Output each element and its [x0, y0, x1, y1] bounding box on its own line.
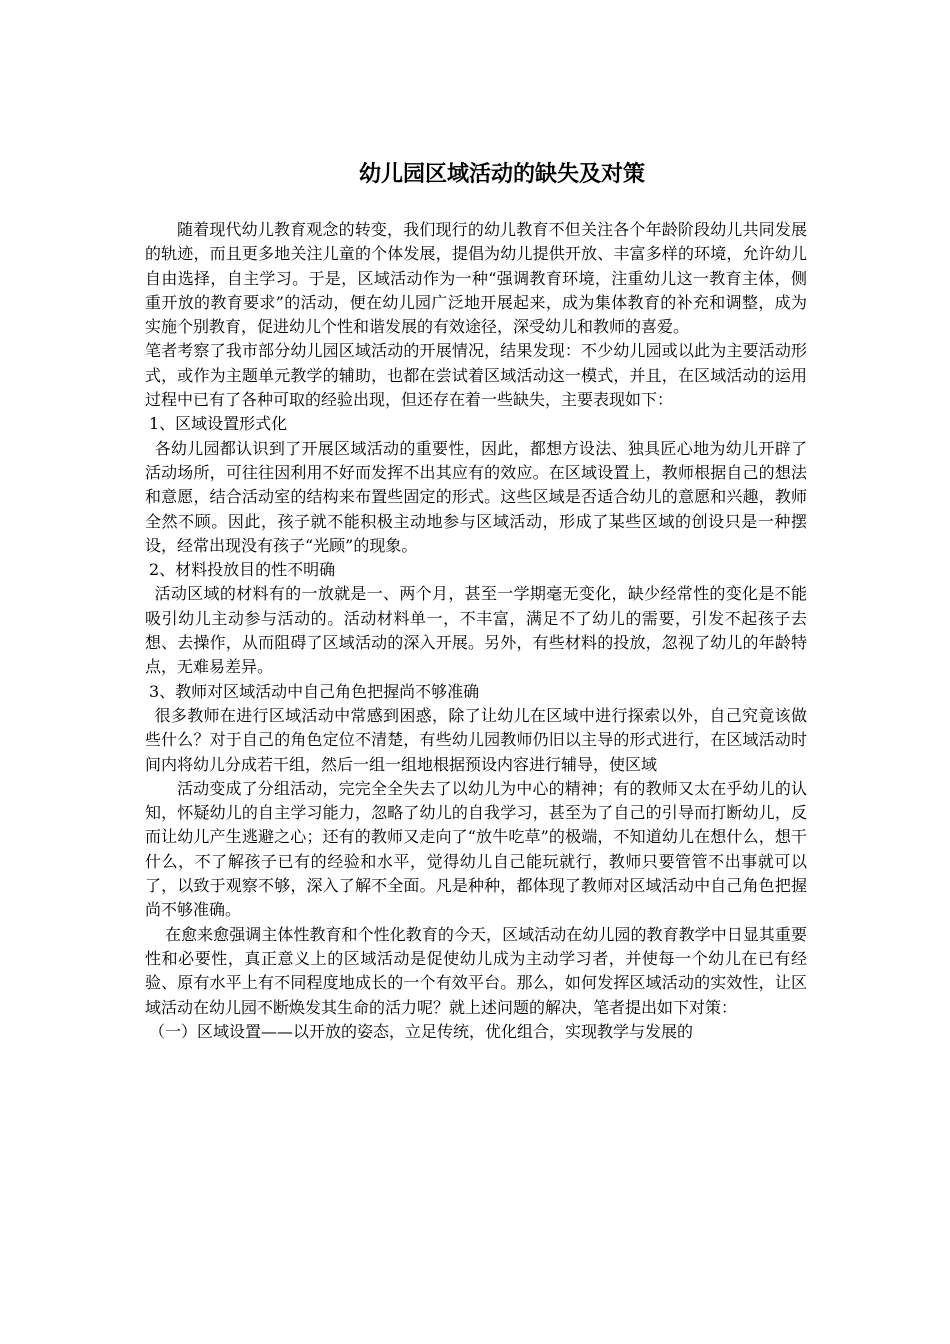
paragraph-3a: 很多教师在进行区域活动中常感到困惑，除了让幼儿在区域中进行探索以外，自己究竟该做些什么？对于自己的角色定位不清楚，有些幼儿园教师仍旧以主导的形式进行，在区域活动时间内将幼儿分成若干组，然后一组一组地根据预设内容进行辅导，使区域: [145, 705, 807, 774]
heading-2: 2、材料投放目的性不明确: [149, 560, 336, 580]
heading-3: 3、教师对区域活动中自己角色把握尚不够准确: [149, 681, 480, 701]
paragraph-3b: 活动变成了分组活动，完完全全失去了以幼儿为中心的精神；有的教师又太在乎幼儿的认知，怀疑幼儿的自主学习能力，忽略了幼儿的自我学习，甚至为了自己的引导而打断幼儿，反而让幼儿产生逃避之心；还有的教师又走向了“放牛吃草”的极端，不知道幼儿在想什么，想干什么，不了解孩子已有的经验和水平，觉得幼儿自己能玩就行，教师只要管管不出事就可以了，以致于观察不够，深入了解不全面。凡是种种，都体现了教师对区域活动中自己角色把握尚不够准确。: [145, 778, 807, 920]
paragraph-intro: 随着现代幼儿教育观念的转变，我们现行的幼儿教育不但关注各个年龄阶段幼儿共同发展的轨迹，而且更多地关注儿童的个体发展，提倡为幼儿提供开放、丰富多样的环境，允许幼儿自由选择，自主学习。于是，区域活动作为一种“强调教育环境，注重幼儿这一教育主体，侧重开放的教育要求”的活动，便在幼儿园广泛地开展起来，成为集体教育的补充和调整，成为实施个别教育，促进幼儿个性和谐发展的有效途径，深受幼儿和教师的喜爱。: [145, 220, 807, 337]
heading-countermeasure-1: （一）区域设置——以开放的姿态，立足传统，优化组合，实现教学与发展的: [149, 1021, 694, 1041]
heading-1: 1、区域设置形式化: [149, 414, 288, 434]
paragraph-conclusion: 在愈来愈强调主体性教育和个性化教育的今天，区域活动在幼儿园的教育教学中日显其重要性和必要性，真正意义上的区域活动是促使幼儿成为主动学习者，并使每一个幼儿在已有经验、原有水平上有不同程度地成长的一个有效平台。那么，如何发挥区域活动的实效性，让区域活动在幼儿园不断焕发其生命的活力呢？就上述问题的解决，笔者提出如下对策：: [145, 924, 807, 1017]
paragraph-2: 活动区域的材料有的一放就是一、两个月，甚至一学期毫无变化，缺少经常性的变化是不能吸引幼儿主动参与活动的。活动材料单一，不丰富，满足不了幼儿的需要，引发不起孩子去想、去操作，从而阻碍了区域活动的深入开展。另外，有些材料的投放，忽视了幼儿的年龄特点，无难易差异。: [145, 584, 807, 677]
paragraph-survey: 笔者考察了我市部分幼儿园区域活动的开展情况，结果发现：不少幼儿园或以此为主要活动形式，或作为主题单元教学的辅助，也都在尝试着区域活动这一模式，并且，在区域活动的运用过程中已有了各种可取的经验出现，但还存在着一些缺失，主要表现如下：: [145, 341, 807, 410]
document-title: 幼儿园区域活动的缺失及对策: [358, 162, 645, 187]
paragraph-1: 各幼儿园都认识到了开展区域活动的重要性，因此，都想方设法、独具匠心地为幼儿开辟了活动场所，可往往因利用不好而发挥不出其应有的效应。在区域设置上，教师根据自己的想法和意愿，结合活动室的结构来布置些固定的形式。这些区域是否适合幼儿的意愿和兴趣，教师全然不顾。因此，孩子就不能积极主动地参与区域活动，形成了某些区域的创设只是一种摆设，经常出现没有孩子“光顾”的现象。: [145, 438, 807, 555]
document-body: [145, 218, 807, 1044]
